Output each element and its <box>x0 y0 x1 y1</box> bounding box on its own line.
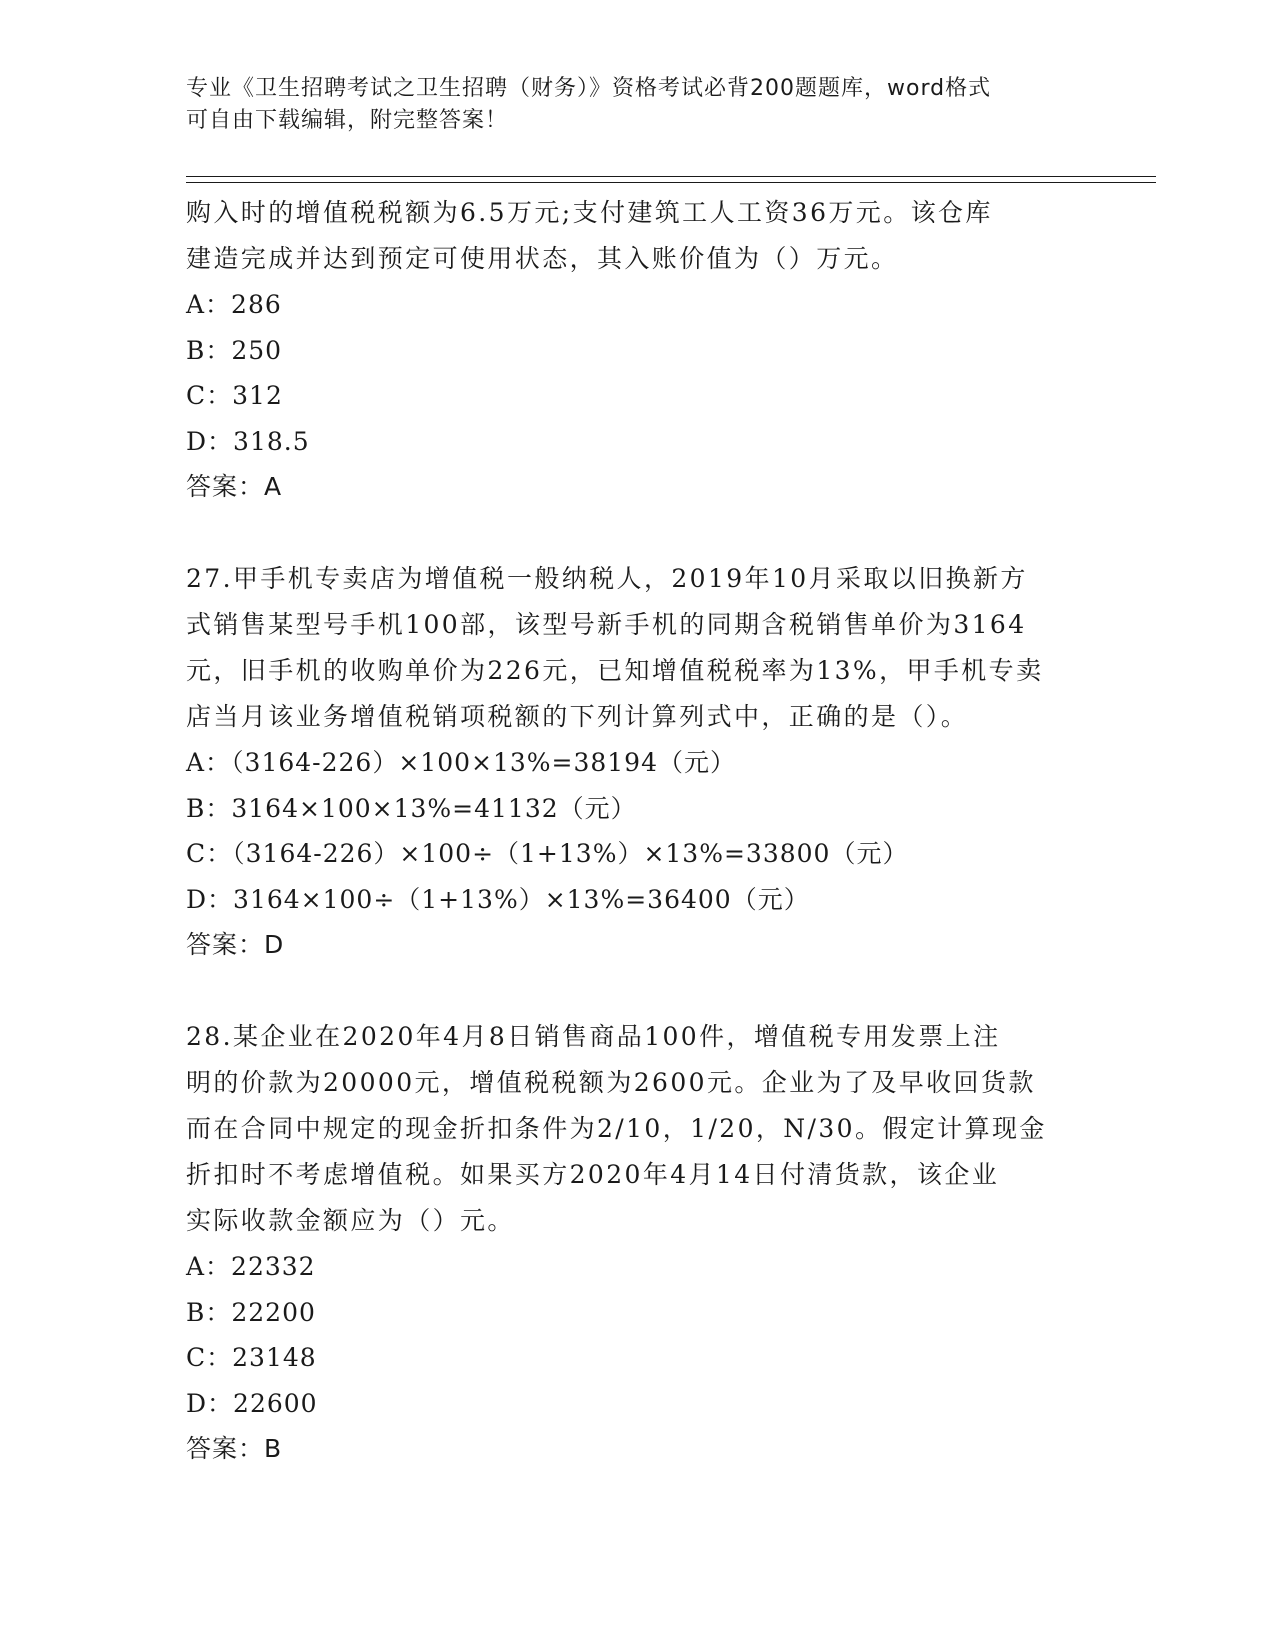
question-text-line: 27.甲手机专卖店为增值税一般纳税人，2019年10月采取以旧换新方 <box>186 564 1028 593</box>
answer-line: 答案：A <box>186 472 283 501</box>
option-a: A：286 <box>186 290 282 319</box>
question-text-line: 明的价款为20000元，增值税税额为2600元。企业为了及早收回货款 <box>186 1068 1036 1097</box>
question-text-line: 店当月该业务增值税销项税额的下列计算列式中，正确的是（）。 <box>186 702 969 731</box>
question-text-line: 折扣时不考虑增值税。如果买方2020年4月14日付清货款，该企业 <box>186 1160 1000 1189</box>
question-text-line: 而在合同中规定的现金折扣条件为2/10，1/20，N/30。假定计算现金 <box>186 1114 1047 1143</box>
option-c: C：312 <box>186 381 283 410</box>
question-text-line: 建造完成并达到预定可使用状态，其入账价值为（）万元。 <box>186 244 899 273</box>
question-block-27 <box>186 556 1116 968</box>
question-text-line: 28.某企业在2020年4月8日销售商品100件，增值税专用发票上注 <box>186 1022 1001 1051</box>
header-title-line-2: 可自由下载编辑，附完整答案！ <box>186 108 509 133</box>
question-block-prev <box>186 190 1116 510</box>
option-b: B：22200 <box>186 1297 316 1327</box>
question-spacer <box>186 510 1116 556</box>
option-a: A：（3164-226）×100×13%=38194（元） <box>186 748 736 777</box>
option-b: B：250 <box>186 335 283 365</box>
question-text-line: 购入时的增值税税额为6.5万元;支付建筑工人工资36万元。该仓库 <box>186 198 993 227</box>
question-text-line: 式销售某型号手机100部，该型号新手机的同期含税销售单价为3164 <box>186 610 1027 639</box>
option-b: B：3164×100×13%=41132（元） <box>186 793 637 823</box>
question-text-line: 元，旧手机的收购单价为226元，已知增值税税率为13%，甲手机专卖 <box>186 656 1044 685</box>
option-c: C：23148 <box>186 1343 317 1372</box>
option-a: A：22332 <box>186 1252 316 1281</box>
question-spacer <box>186 968 1116 1014</box>
answer-line: 答案：D <box>186 930 285 959</box>
document-body <box>186 190 1116 1472</box>
option-d: D：318.5 <box>186 426 310 456</box>
header-title-line-1: 专业《卫生招聘考试之卫生招聘（财务）》资格考试必背200题题库，word格式 <box>186 76 992 101</box>
document-header <box>186 73 1086 137</box>
option-c: C：（3164-226）×100÷（1+13%）×13%=33800（元） <box>186 839 909 868</box>
option-d: D：22600 <box>186 1388 318 1418</box>
header-divider-bottom <box>186 182 1156 183</box>
question-text-line: 实际收款金额应为（）元。 <box>186 1206 515 1235</box>
header-divider-top <box>186 176 1156 177</box>
question-block-28 <box>186 1014 1116 1472</box>
option-d: D：3164×100÷（1+13%）×13%=36400（元） <box>186 884 810 914</box>
answer-line: 答案：B <box>186 1434 283 1463</box>
